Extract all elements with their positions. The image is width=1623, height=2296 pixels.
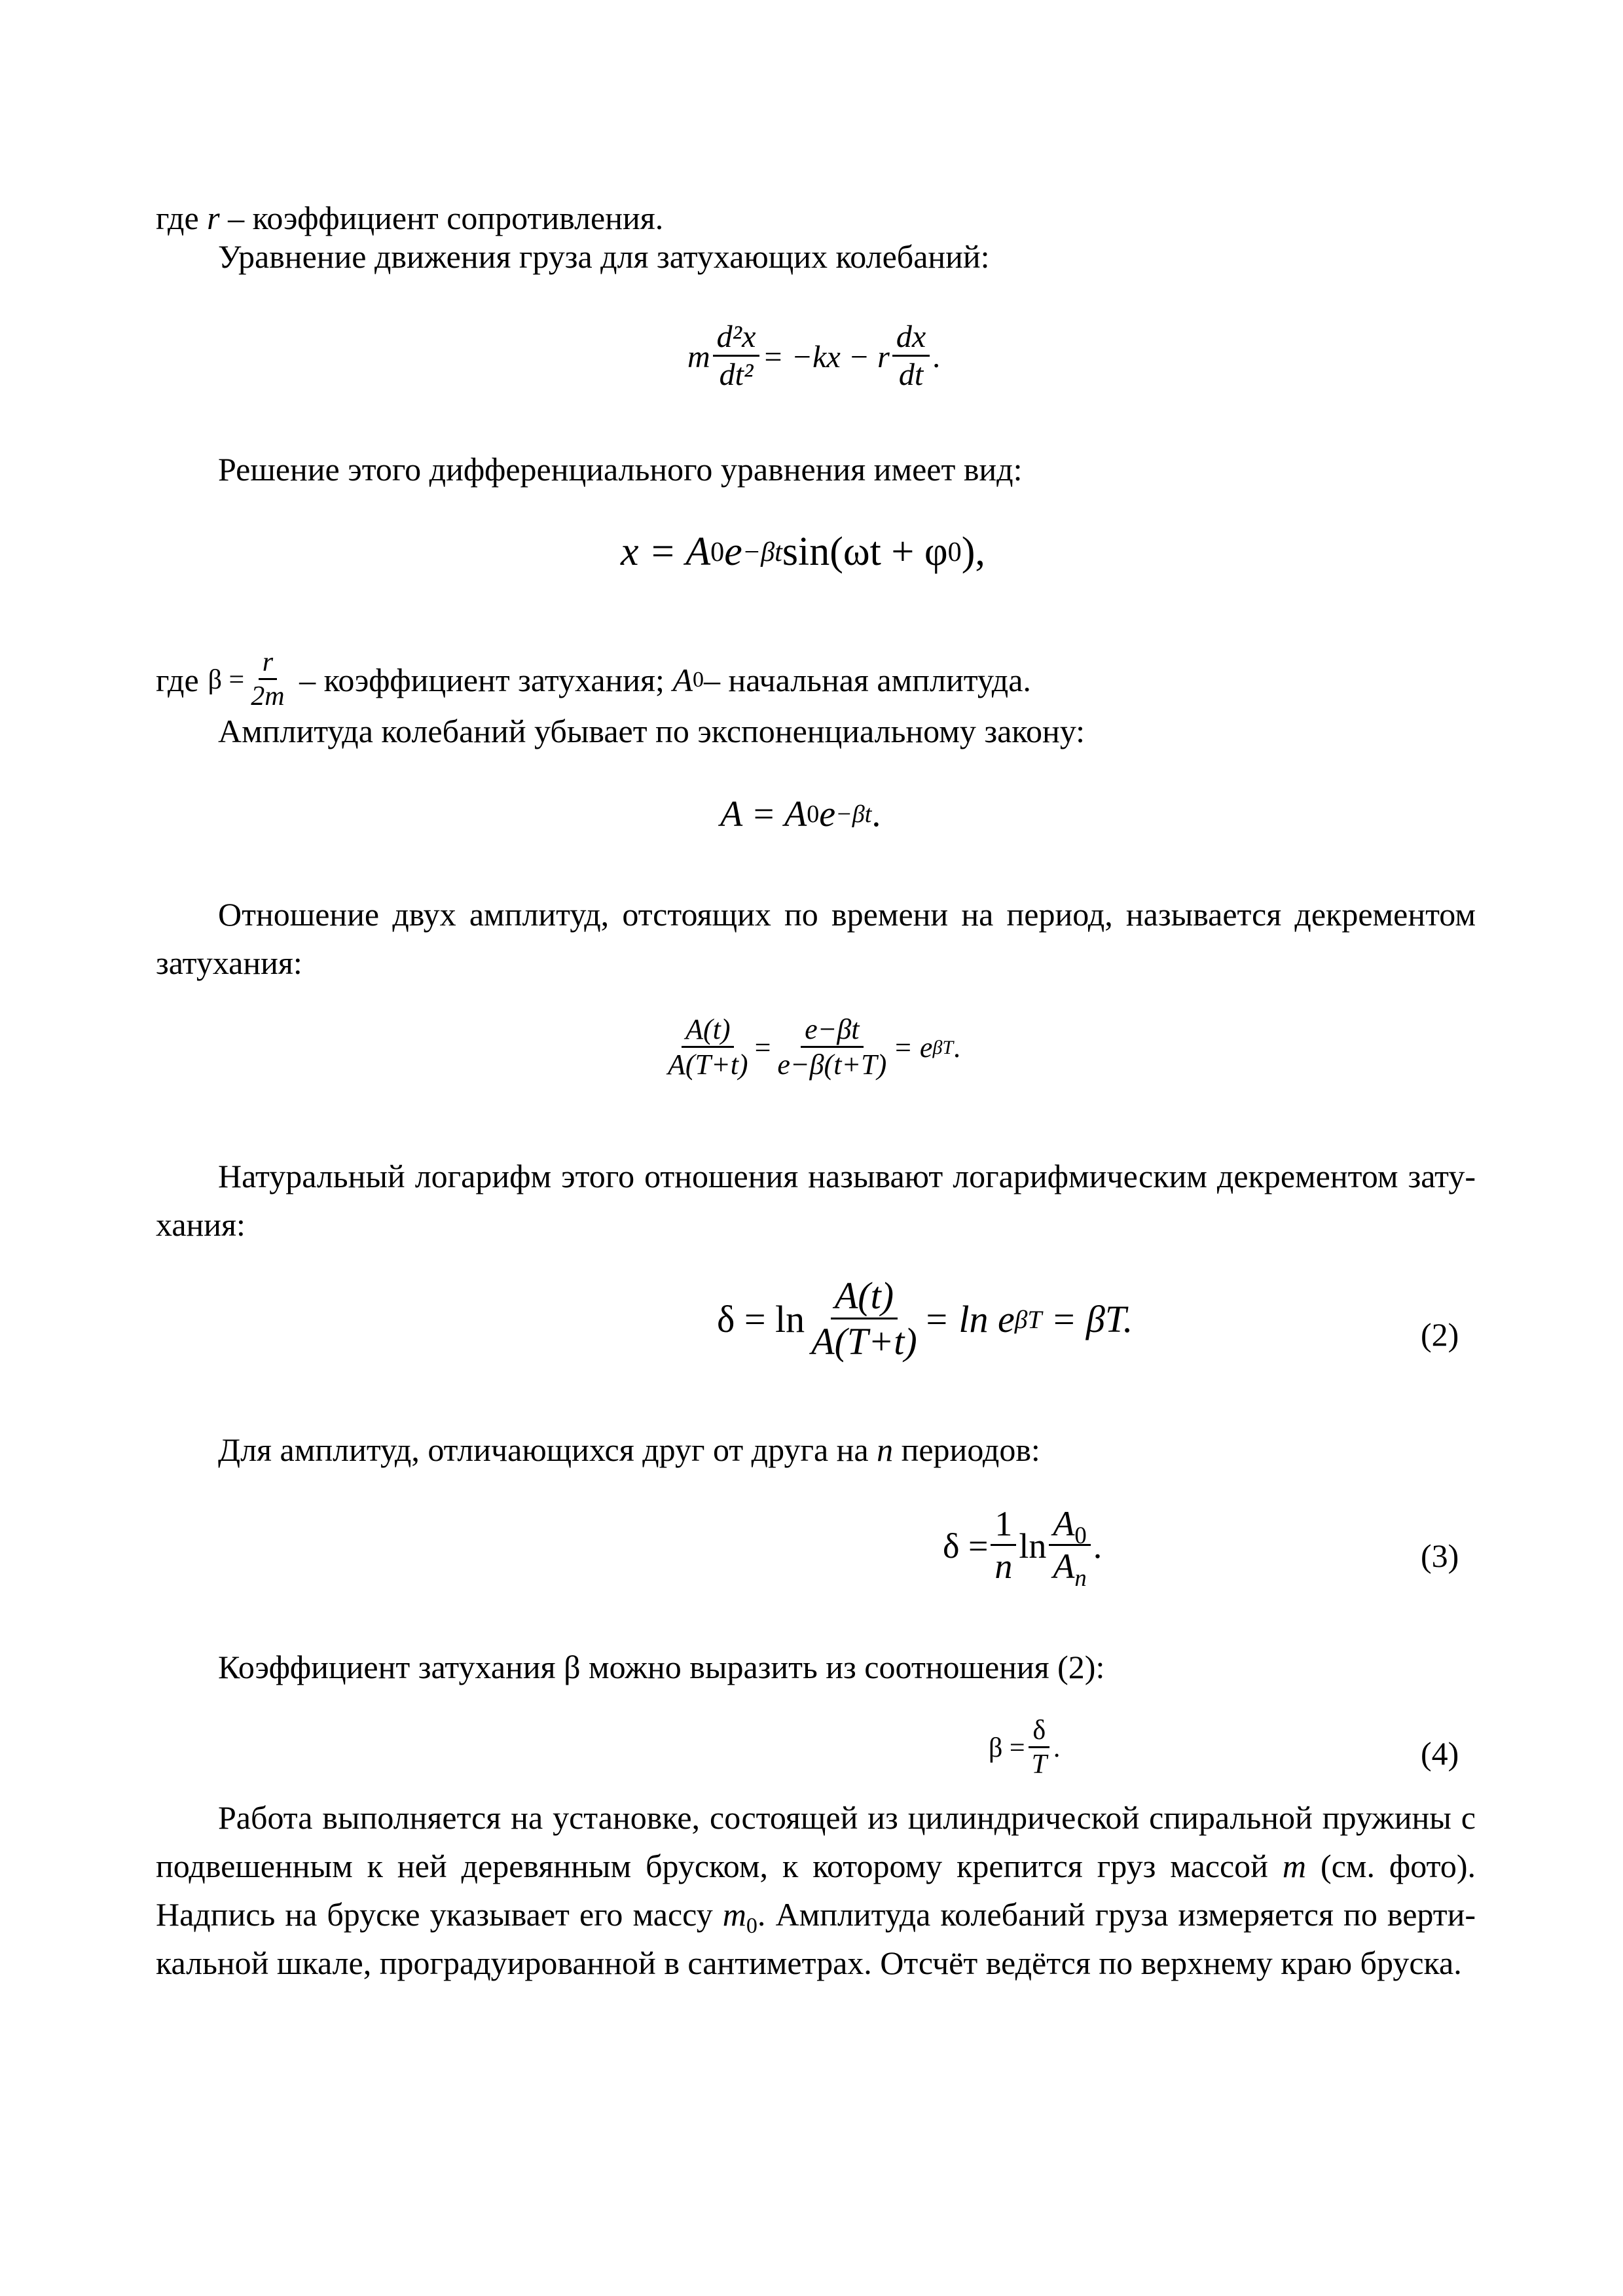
eq3-ln: ln	[1019, 1526, 1047, 1566]
equation-ratio: $\frac{A(t)}{A(T+t)}$ = $\frac{e-\beta t}{e-\beta(t+T)}$ = e βT .	[661, 1014, 960, 1081]
eq2-frac	[807, 1276, 921, 1363]
eq-beta-frac	[247, 648, 288, 711]
eq-ratio-eq2: = e	[893, 1031, 933, 1064]
eq-ratio-den1: A(T+t)	[668, 1049, 748, 1081]
eq3-frac1	[991, 1505, 1016, 1586]
eq-amp-e: e	[819, 794, 836, 834]
eq-ratio-frac2	[773, 1014, 890, 1081]
eq-motion-den1: dt²	[719, 357, 754, 393]
eq-motion-den2: dt	[898, 357, 924, 393]
eq-beta-num: r	[259, 648, 277, 680]
eq-motion-num1: d²x	[713, 321, 760, 357]
eq3-den1: n	[994, 1546, 1013, 1586]
paragraph-exponential-law: Амплитуда колебаний убывает по экспоненциальному закону:	[218, 713, 1085, 749]
eq-beta-lhs: β =	[208, 664, 245, 695]
text-n-periods-a: Для амплитуд, отличающихся друг от друга на	[218, 1431, 877, 1468]
text-setup-b: (см. фото). Надпись на бруске указывает его массу	[156, 1848, 1476, 1933]
symbol-A0: A	[672, 661, 693, 698]
equation-3-label: (3)	[1421, 1537, 1459, 1574]
symbol-m: m	[1282, 1848, 1306, 1884]
eq-ratio-den2: e−β(t+T)	[777, 1049, 887, 1081]
eq-motion-end: .	[932, 339, 941, 374]
eq3-frac2	[1049, 1504, 1090, 1591]
symbol-m0-sub: 0	[746, 1914, 757, 1938]
eq4-num: δ	[1029, 1716, 1049, 1748]
eq-ratio-num1: A(t)	[682, 1014, 734, 1048]
eq4-den: T	[1031, 1749, 1047, 1780]
eq3-end: .	[1093, 1526, 1103, 1566]
equation-2: δ = ln $\frac{A(t)}{A(T+t)}$ = ln e βT = βT.	[717, 1274, 1133, 1363]
text-setup-a: Работа выполняется на установке, состоящей из цилиндрической спиральной пружины с подвешенным к ней деревянным бруском, к которому крепится груз массой	[156, 1799, 1476, 1884]
eq3-lhs: δ =	[943, 1526, 989, 1566]
equation-solution: x = A 0 e −βt sin(ωt + φ 0 ),	[621, 529, 985, 574]
equation-amplitude: A = A 0 e −βt .	[720, 794, 881, 834]
text-where-2: где	[156, 661, 199, 698]
symbol-m0: m	[722, 1896, 746, 1933]
eq-solution-sin: sin(ωt + φ	[782, 529, 948, 574]
eq-solution-end: ),	[961, 529, 985, 574]
paragraph-damping-coefficient: где β = $\frac{r}{2m}$ – коэффициент затухания; A 0 – начальная амплитуда.	[156, 647, 1031, 712]
eq-solution-e: e	[724, 529, 742, 574]
paragraph-beta-from-relation: Коэффициент затухания β можно выразить из соотношения (2):	[218, 1649, 1105, 1685]
eq3-num2: A	[1053, 1504, 1075, 1543]
eq3-num1: 1	[991, 1505, 1016, 1546]
equation-2-label: (2)	[1421, 1316, 1459, 1353]
eq-ratio-frac1	[664, 1014, 752, 1081]
paragraph-solution-intro: Решение этого дифференциального уравнения имеет вид:	[218, 451, 1023, 488]
symbol-r: r	[207, 200, 220, 236]
eq-motion-frac1	[713, 321, 760, 393]
equation-4	[989, 1716, 1060, 1780]
eq3-den2-sub: n	[1074, 1564, 1087, 1591]
eq-amp-end: .	[871, 794, 881, 834]
paragraph-log-decrement: Натуральный логарифм этого отношения называют логарифмическим декрементом зату-хания:	[156, 1158, 1476, 1243]
equation-4-label: (4)	[1421, 1735, 1459, 1772]
eq4-end: .	[1053, 1732, 1061, 1763]
eq4-frac	[1028, 1716, 1051, 1780]
equation-3	[943, 1504, 1103, 1591]
text-setup-c: . Амплитуда колебаний груза измеряется по верти-кальной шкале, проградуированной в сантиметрах. Отсчёт ведётся по верхнему краю бруска.	[156, 1896, 1476, 1981]
text-initial-amplitude: – начальная амплитуда.	[704, 661, 1031, 698]
eq3-num2-sub: 0	[1074, 1521, 1087, 1549]
eq-ratio-eq1: =	[754, 1031, 771, 1064]
eq4-lhs: β =	[989, 1732, 1025, 1763]
eq-amp-lhs: A = A	[720, 794, 807, 834]
text-where: где	[156, 200, 208, 236]
eq2-num: A(t)	[831, 1276, 898, 1319]
text-n-periods-b: периодов:	[893, 1431, 1040, 1468]
eq2-lhs: δ = ln	[717, 1298, 805, 1341]
eq-ratio-end: .	[953, 1031, 960, 1064]
eq2-rhs: = βT.	[1051, 1298, 1133, 1341]
equation-motion	[687, 321, 940, 393]
equation-beta-inline	[208, 648, 291, 711]
eq3-den2: A	[1053, 1546, 1075, 1586]
text-damping: – коэффициент затухания;	[291, 661, 673, 698]
eq-solution-lhs: x = A	[621, 529, 711, 574]
eq-motion-num2: dx	[892, 321, 930, 357]
eq-ratio-num2: e−βt	[801, 1014, 863, 1048]
paragraph-equation-of-motion-intro: Уравнение движения груза для затухающих колебаний:	[218, 238, 990, 275]
text-resistance: – коэффициент сопротивления.	[219, 200, 664, 236]
eq2-mid: = ln e	[923, 1298, 1015, 1341]
eq-motion-rhs: = −kx − r	[762, 339, 890, 374]
eq-motion-m: m	[687, 339, 710, 374]
paragraph-setup-description	[156, 1793, 1476, 1987]
eq-motion-frac2	[892, 321, 930, 393]
paragraph-n-periods	[156, 1426, 1476, 1474]
eq-beta-den: 2m	[251, 681, 285, 712]
eq2-den: A(T+t)	[811, 1319, 917, 1363]
paragraph-decrement-definition: Отношение двух амплитуд, отстоящих по времени на период, называется декрементом затухания:	[156, 896, 1476, 981]
symbol-n: n	[877, 1431, 894, 1468]
